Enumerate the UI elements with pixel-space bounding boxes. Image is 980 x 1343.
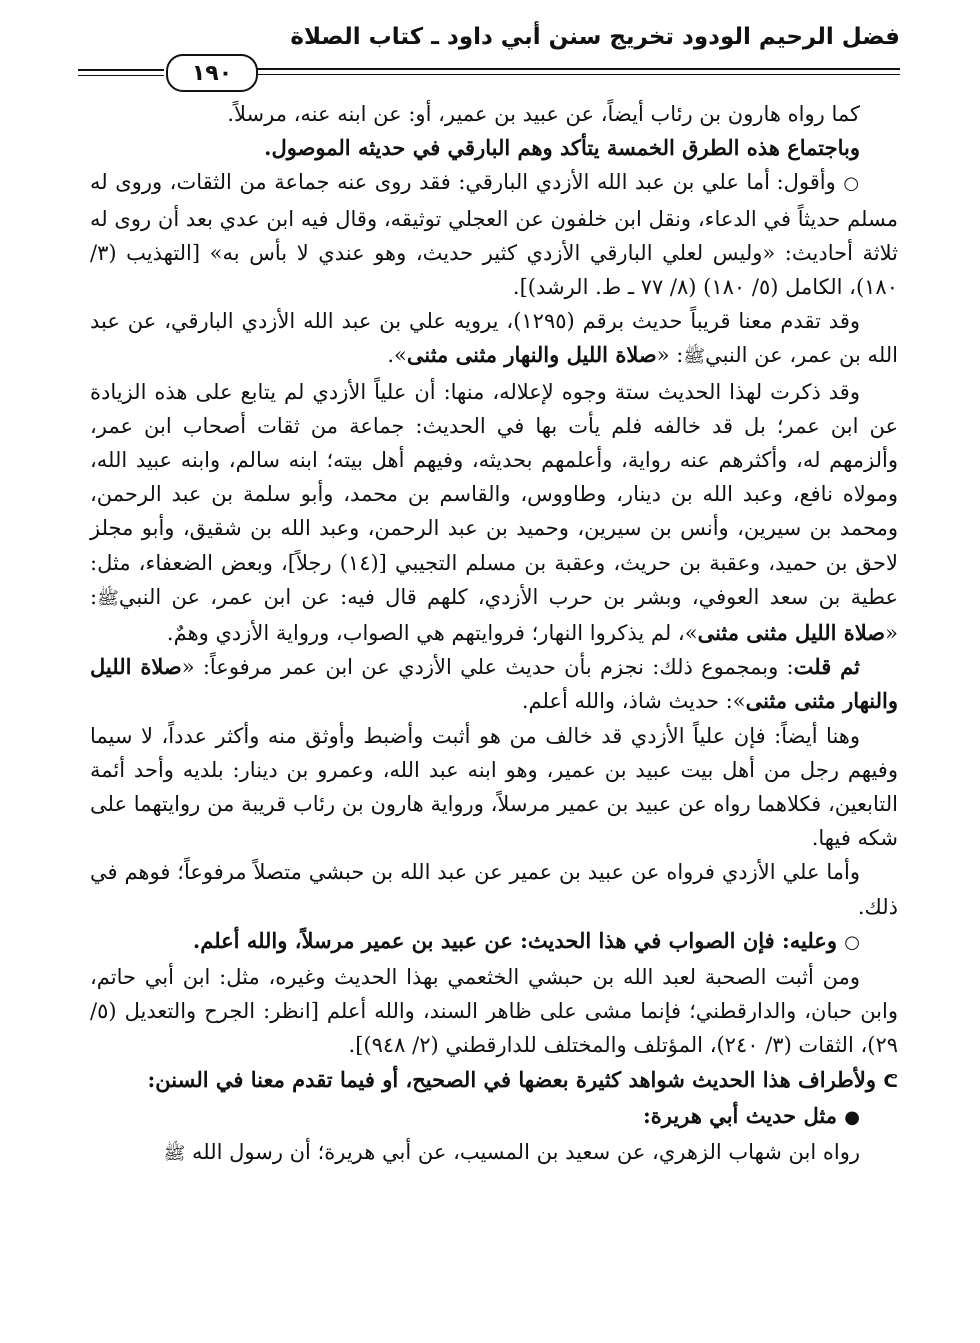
paragraph (90, 1135, 898, 1171)
paragraph-text: وقد ذكرت لهذا الحديث ستة وجوه لإعلاله، منها: أن علياً الأزدي لم يتابع على هذه الزيادة عن ابن عمر؛ بل قد خالفه فلم يأت بها في الحديث: جماعة من ثقات أصحاب ابن عمر، وألزمهم له، وأكثرهم عنه رواية، وأعلمهم بحديثه، وفيهم أهل بيته؛ ابنه سالم، وابنه عبيد الله، ومولاه نافع، وعبد الله بن دينار، وطاووس، والقاسم بن محمد، وأبو سلمة بن عبد الرحمن، ومحمد بن سيرين، وأنس بن سيرين، وحميد بن عبد الرحمن، وعبد الله بن شقيق، وأبو مجلز لاحق بن حميد، وعقبة بن حريث، وعقبة بن مسلم التجيبي [(١٤) رجلاً]، وبعض الضعفاء، مثل: عطية بن سعد العوفي، وبشر بن حرب الأزدي، كلهم قال فيه: عن ابن عمر، عن النبي (90, 379, 898, 609)
pbuh-icon: ﷺ (97, 587, 119, 609)
page-number: ١٩٠ (166, 54, 258, 92)
paragraph-text: ». (387, 343, 407, 368)
paragraph-bold: وباجتماع هذه الطرق الخمسة يتأكد وهم البارقي في حديثه الموصول. (264, 135, 860, 161)
paragraph: وهنا أيضاً: فإن علياً الأزدي قد خالف من هو أثبت وأضبط وأوثق منه وأكثر عدداً، لا سيما وفيهم رجل من أهل بيت عبيد بن عمير، وهو ابنه عبد الله، وعمرو بن دينار: بلديه وأحد أئمة التابعين، فكلاهما رواه عن عبيد بن عمير مرسلاً، ورواية هارون بن رئاب قريبة من روايتهما على شكه فيها. (90, 723, 898, 851)
pbuh-icon: ﷺ (683, 346, 706, 368)
paragraph-text: : وبمجموع ذلك: نجزم بأن حديث علي الأزدي عن ابن عمر مرفوعاً: « (181, 655, 794, 680)
paragraph: ومن أثبت الصحبة لعبد الله بن حبشي الخثعمي بهذا الحديث وغيره، مثل: ابن أبي حاتم، وابن حبان، والدارقطني؛ فإنما مشى على ظاهر السند، والله أعلم [انظر: الجرح والتعديل (٥/ ٢٩)، الثقات (٣/ ٢٤٠)، المؤتلف والمختلف للدارقطني (٢/ ٩٤٨)]. (90, 965, 898, 1058)
paragraph-text: »، لم يذكروا النهار؛ فروايتهم هي الصواب، ورواية الأزدي وهمٌ. (166, 621, 698, 646)
bullet-icon: ● (844, 1106, 860, 1128)
paragraph-text: وقد تقدم معنا قريباً حديث برقم (١٢٩٥)، يرويه علي بن عبد الله الأزدي البارقي، عن عبد الله بن عمر، عن النبي (90, 309, 898, 368)
hadith-quote: صلاة الليل والنهار مثنى مثنى (406, 342, 657, 368)
paragraph (90, 304, 898, 374)
hadith-quote: صلاة الليل والنهار مثنى مثنى (90, 654, 898, 714)
hadith-quote: صلاة الليل مثنى مثنى (697, 620, 886, 646)
paragraph: كما رواه هارون بن رئاب أيضاً، عن عبيد بن عمير، أو: عن ابنه عنه، مرسلاً. (227, 102, 860, 126)
circle-icon: ○ (844, 931, 860, 953)
paragraph (90, 650, 898, 718)
paragraph-bold (90, 924, 898, 960)
header-rule (205, 68, 900, 75)
paragraph-bold (90, 1063, 898, 1099)
paragraph (90, 165, 898, 304)
paragraph-text: : « (656, 343, 684, 368)
paragraph-bold (90, 1099, 898, 1135)
paragraph-lead: ثم قلت (793, 654, 860, 680)
paragraph-text: ولأطراف هذا الحديث شواهد كثيرة بعضها في الصحيح، أو فيما تقدم معنا في السنن: (147, 1066, 876, 1092)
paragraph (90, 375, 898, 651)
running-title: فضل الرحيم الودود تخريج سنن أبي داود ـ كتاب الصلاة (290, 24, 900, 50)
page-body (90, 97, 898, 1171)
paragraph-text: مثل حديث أبي هريرة: (643, 1102, 837, 1128)
paragraph-text: وأقول: أما علي بن عبد الله الأزدي البارقي: فقد روى عنه جماعة من الثقات، وروى له مسلم حديثاً في الدعاء، ونقل ابن خلفون عن العجلي توثيقه، وقال فيه ابن عدي بعد أن روى له ثلاثة أحاديث: «وليس لعلي البارقي الأزدي كثير حديث، وهو عندي لا بأس به» [التهذيب (٣/ ١٨٠)، الكامل (٥/ ١٨٠) (٨/ ٧٧ ـ ط. الرشد)]. (90, 170, 898, 300)
pbuh-icon: ﷺ (163, 1143, 186, 1165)
paragraph: وأما علي الأزدي فرواه عن عبيد بن عمير عن عبد الله بن حبشي متصلاً مرفوعاً؛ فوهم في ذلك. (90, 860, 898, 919)
paragraph-text: وعليه: فإن الصواب في هذا الحديث: عن عبيد بن عمير مرسلاً، والله أعلم. (192, 927, 837, 953)
header-rule-left (78, 69, 164, 76)
arc-icon: ᕦ (883, 1070, 898, 1092)
circle-icon: ○ (843, 173, 860, 195)
paragraph-text: : « (90, 584, 898, 646)
paragraph-text: رواه ابن شهاب الزهري، عن سعيد بن المسيب، عن أبي هريرة؛ أن رسول الله (192, 1140, 860, 1165)
page-header (78, 20, 900, 86)
paragraph-text: »: حديث شاذ، والله أعلم. (521, 689, 746, 714)
